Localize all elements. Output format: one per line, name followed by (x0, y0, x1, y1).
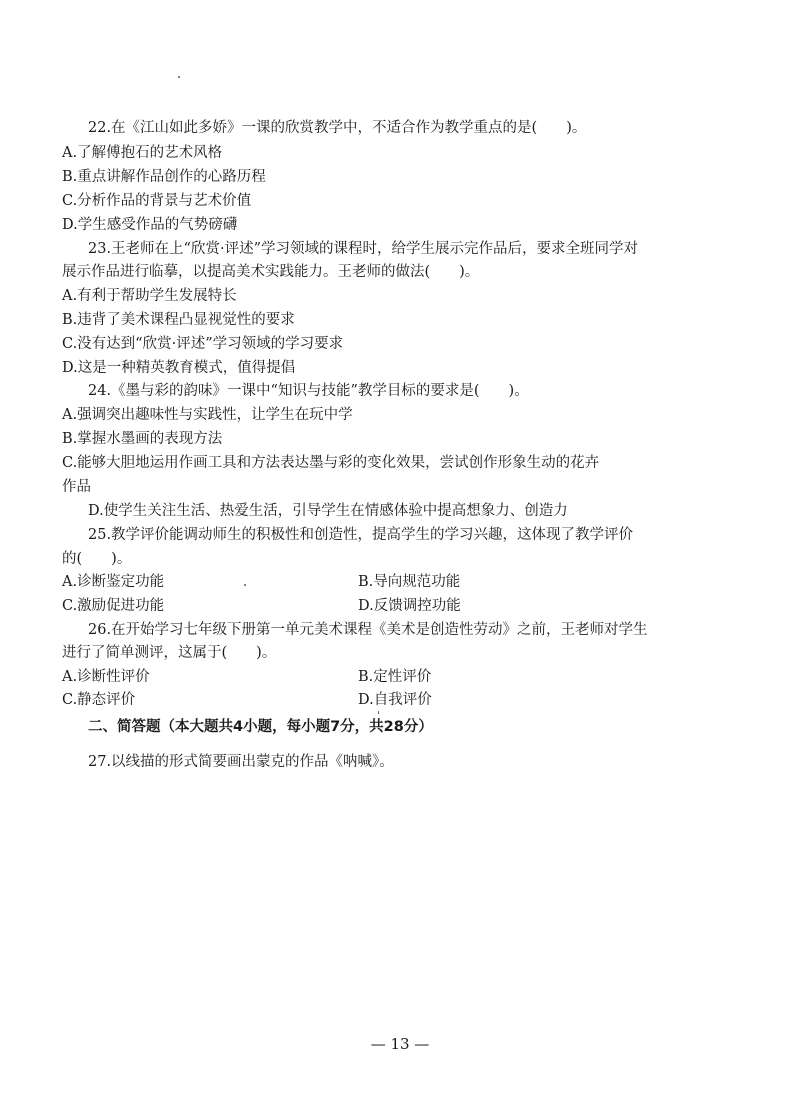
question-27-stem: 27.以线描的形式简要画出蒙克的作品《呐喊》。 (88, 754, 394, 770)
question-24-option-b: B.掌握水墨画的表现方法 (62, 431, 223, 447)
question-22-option-a: A.了解傅抱石的艺术风格 (62, 145, 223, 161)
question-25-stem-line-2: 的( )。 (62, 551, 132, 567)
question-22-option-b: B.重点讲解作品创作的心路历程 (62, 169, 266, 185)
scan-speck (378, 711, 379, 714)
question-24-option-c: C.能够大胆地运用作画工具和方法表达墨与彩的变化效果，尝试创作形象生动的花卉 (62, 455, 600, 471)
question-24-option-d: D.使学生关注生活、热爱生活，引导学生在情感体验中提高想象力、创造力 (88, 503, 568, 519)
question-23-option-d: D.这是一种精英教育模式，值得提倡 (62, 360, 296, 376)
question-25-option-b: B.导向规范功能 (358, 574, 461, 590)
question-23-option-b: B.违背了美术课程凸显视觉性的要求 (62, 312, 295, 328)
section-heading: 二、简答题（本大题共4小题，每小题7分，共28分） (88, 719, 433, 735)
question-23-stem-line-1: 23.王老师在上“欣赏·评述”学习领域的课程时，给学生展示完作品后，要求全班同学对 (88, 241, 638, 257)
question-23-option-a: A.有利于帮助学生发展特长 (62, 288, 237, 304)
question-23-option-c: C.没有达到“欣赏·评述”学习领域的学习要求 (62, 336, 344, 352)
question-24-option-c-continued: 作品 (62, 479, 91, 495)
question-25-option-c: C.激励促进功能 (62, 598, 165, 614)
scan-speck (244, 584, 246, 586)
question-22-option-c: C.分析作品的背景与艺术价值 (62, 193, 252, 209)
question-26-option-c: C.静态评价 (62, 692, 136, 708)
question-26-option-a: A.诊断性评价 (62, 669, 150, 685)
scan-speck (178, 76, 180, 78)
question-26-stem-line-2: 进行了简单测评，这属于( )。 (62, 645, 277, 661)
question-26-option-b: B.定性评价 (358, 669, 432, 685)
question-22-stem: 22.在《江山如此多娇》一课的欣赏教学中，不适合作为教学重点的是( )。 (88, 120, 587, 136)
question-26-stem-line-1: 26.在开始学习七年级下册第一单元美术课程《美术是创造性劳动》之前，王老师对学生 (88, 622, 648, 638)
question-23-stem-line-2: 展示作品进行临摹，以提高美术实践能力。王老师的做法( )。 (62, 264, 480, 280)
question-25-stem-line-1: 25.教学评价能调动师生的积极性和创造性，提高学生的学习兴趣，这体现了教学评价 (88, 527, 634, 543)
question-25-option-a: A.诊断鉴定功能 (62, 574, 165, 590)
question-24-stem: 24.《墨与彩的韵味》一课中“知识与技能”教学目标的要求是( )。 (88, 383, 529, 399)
question-26-option-d: D.自我评价 (358, 692, 432, 708)
page-number: — 13 — (370, 1035, 430, 1053)
question-22-option-d: D.学生感受作品的气势磅礴 (62, 217, 238, 233)
question-25-option-d: D.反馈调控功能 (358, 598, 461, 614)
question-24-option-a: A.强调突出趣味性与实践性，让学生在玩中学 (62, 407, 353, 423)
